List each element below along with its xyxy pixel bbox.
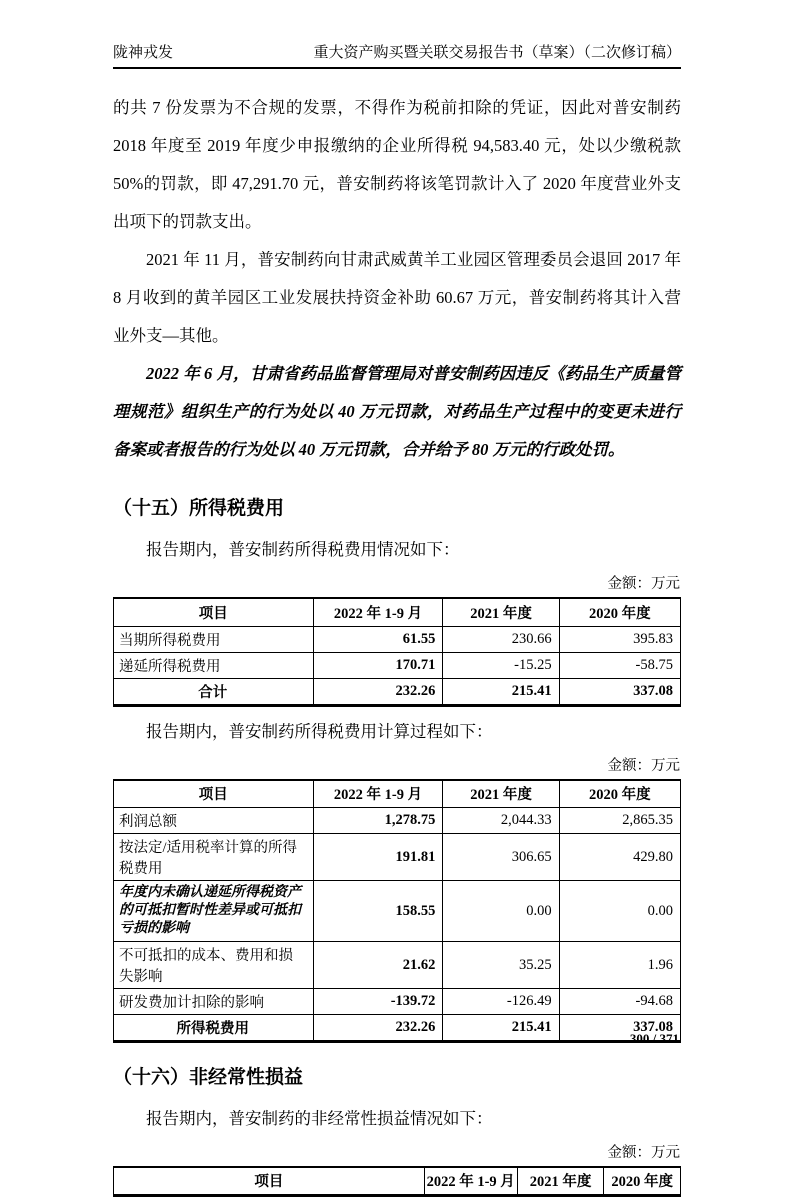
col-header-2022: 2022 年 1-9 月 <box>313 598 443 626</box>
table-row-unrecognized-deferred-tax <box>114 881 681 942</box>
unit-label: 金额：万元 <box>607 757 680 774</box>
row-label: 研发费加计扣除的影响 <box>114 989 314 1015</box>
row-label: 年度内未确认递延所得税资产的可抵扣暂时性差异或可抵扣亏损的影响 <box>114 881 314 942</box>
section-heading-15-income-tax: （十五）所得税费用 <box>113 498 285 519</box>
value-2022: 232.26 <box>313 678 443 705</box>
row-label: 当期所得税费用 <box>114 626 314 652</box>
value-2022: 170.71 <box>313 652 443 678</box>
unit-label: 金额：万元 <box>607 576 680 592</box>
row-label: 递延所得税费用 <box>114 652 314 678</box>
col-header-2020: 2020 年度 <box>604 1167 681 1195</box>
table-row-total-profit <box>114 808 681 834</box>
col-header-2021: 2021 年度 <box>443 780 559 808</box>
value-2021: -126.49 <box>443 989 559 1015</box>
col-header-2020: 2020 年度 <box>559 598 680 626</box>
col-header-2021: 2021 年度 <box>443 598 559 626</box>
section16-intro: 报告期内，普安制药的非经常性损益情况如下： <box>146 1109 493 1128</box>
section15-calc-intro: 报告期内，普安制药所得税费用计算过程如下： <box>146 721 493 741</box>
col-header-2021: 2021 年度 <box>517 1167 604 1195</box>
value-2021: 0.00 <box>443 881 559 942</box>
value-2022: 158.55 <box>313 881 443 942</box>
paragraph-subsidy-return: 2021 年 11 月，普安制药向甘肃武威黄羊工业园区管理委员会退回 2017 年8 月收到的黄羊园区工业发展扶持资金补助 60.67 万元，普安制药将其计入营业外支—其他。 <box>113 250 681 345</box>
table-row-non-deductible <box>114 942 681 989</box>
table-row-current-tax <box>114 626 681 652</box>
income-tax-expense-table <box>113 597 681 707</box>
value-2021: 215.41 <box>443 1015 559 1042</box>
row-label: 利润总额 <box>114 808 314 834</box>
col-header-2022: 2022 年 1-9 月 <box>424 1167 517 1195</box>
col-header-item: 项目 <box>114 780 314 808</box>
row-label: 所得税费用 <box>114 1015 314 1042</box>
value-2021: 215.41 <box>443 678 559 705</box>
table-header-row <box>114 598 681 626</box>
value-2021: 230.66 <box>443 626 559 652</box>
page-number: 300 / 371 <box>629 1031 679 1046</box>
value-2020: 0.00 <box>559 881 680 942</box>
value-2020: -94.68 <box>559 989 680 1015</box>
value-2022: 21.62 <box>313 942 443 989</box>
value-2022: -139.72 <box>313 989 443 1015</box>
value-2020: 395.83 <box>559 626 680 652</box>
value-2020: 1.96 <box>559 942 680 989</box>
table-header-row <box>114 1167 681 1195</box>
table-row-deferred-tax <box>114 652 681 678</box>
value-2020: 337.08 <box>559 1015 680 1042</box>
col-header-item: 项目 <box>114 598 314 626</box>
header-short-title: 陇神戎发 <box>113 45 174 61</box>
value-2022: 61.55 <box>313 626 443 652</box>
table-header-row <box>114 780 681 808</box>
value-2020: 337.08 <box>559 678 680 705</box>
paragraph-admin-penalty: 2022 年 6 月，甘肃省药品监督管理局对普安制药因违反《药品生产质量管理规范》组织生产的行为处以 40 万元罚款，对药品生产过程中的变更未进行备案或者报告的行为处以 40 万元罚款，合并给予 80 万元的行政处罚。 <box>113 364 681 459</box>
non-recurring-gains-table <box>113 1166 681 1197</box>
table-row-rd-super-deduction <box>114 989 681 1015</box>
table-row-statutory-rate-tax <box>114 834 681 881</box>
row-label: 按法定/适用税率计算的所得税费用 <box>114 834 314 881</box>
value-2022: 1,278.75 <box>313 808 443 834</box>
income-tax-calculation-table <box>113 779 681 1044</box>
running-header <box>113 44 681 69</box>
unit-label: 金额：万元 <box>607 1145 680 1161</box>
value-2020: -58.75 <box>559 652 680 678</box>
value-2022: 191.81 <box>313 834 443 881</box>
header-full-title: 重大资产购买暨关联交易报告书（草案）（二次修订稿） <box>313 45 681 61</box>
value-2022: 232.26 <box>313 1015 443 1042</box>
section-heading-16-non-recurring: （十六）非经常性损益 <box>113 1067 304 1088</box>
value-2021: -15.25 <box>443 652 559 678</box>
section15-intro: 报告期内，普安制药所得税费用情况如下： <box>146 540 460 559</box>
col-header-item: 项目 <box>114 1167 425 1195</box>
col-header-2020: 2020 年度 <box>559 780 680 808</box>
table-row-income-tax-total <box>114 1015 681 1042</box>
row-label: 合计 <box>114 678 314 705</box>
paragraph-invoice-penalty: 的共 7 份发票为不合规的发票，不得作为税前扣除的凭证，因此对普安制药2018 年度至 2019 年度少申报缴纳的企业所得税 94,583.40 元，处以少缴税款 50%的罚款，即 47,291.70 元，普安制药将该笔罚款计入了 2020 年度营业外支出项下的罚款支出。 <box>113 98 681 231</box>
value-2021: 35.25 <box>443 942 559 989</box>
value-2021: 2,044.33 <box>443 808 559 834</box>
value-2020: 2,865.35 <box>559 808 680 834</box>
value-2021: 306.65 <box>443 834 559 881</box>
row-label: 不可抵扣的成本、费用和损失影响 <box>114 942 314 989</box>
col-header-2022: 2022 年 1-9 月 <box>313 780 443 808</box>
table-row-total <box>114 678 681 705</box>
value-2020: 429.80 <box>559 834 680 881</box>
